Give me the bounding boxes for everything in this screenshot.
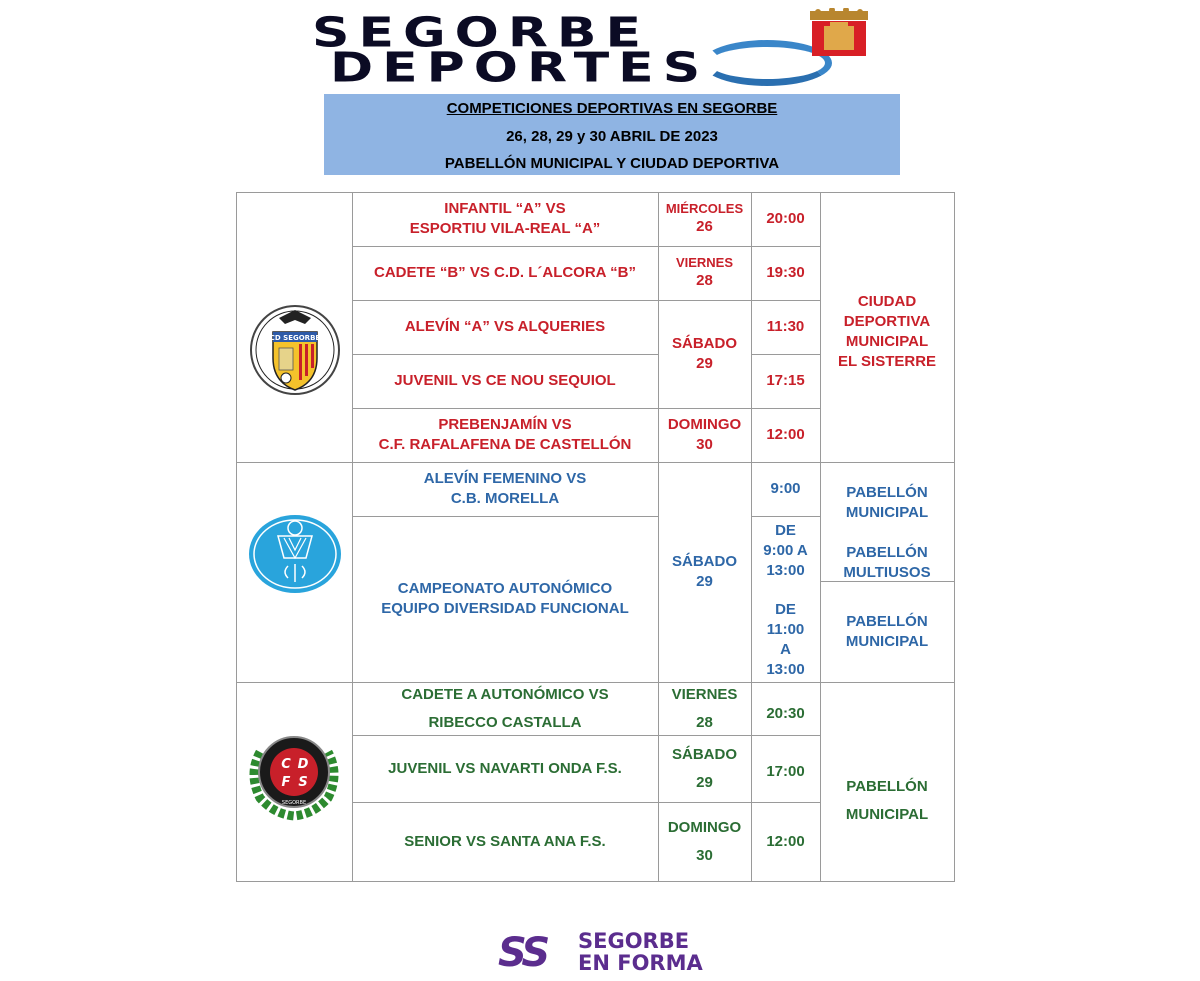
venue-pabellon-municipal: PABELLÓN MUNICIPAL	[845, 777, 929, 823]
day-number: 30	[696, 436, 713, 453]
time-range-2: DE 11:00 A 13:00	[766, 601, 805, 678]
day-label: MIÉRCOLES	[665, 201, 744, 216]
match-prebenjamin: PREBENJAMÍN VS C.F. RAFALAFENA DE CASTELLÓN	[378, 416, 632, 453]
day-label: VIERNES	[675, 255, 734, 270]
match-alevin-a: ALEVÍN “A” VS ALQUERIES	[404, 318, 606, 335]
match-cadete-a: CADETE A AUTONÓMICO VS RIBECCO CASTALLA	[401, 685, 609, 731]
match-juvenil-futsal: JUVENIL VS NAVARTI ONDA F.S.	[388, 759, 622, 777]
day-friday	[658, 246, 751, 300]
time-ranges	[751, 516, 820, 682]
cd-segorbe-badge-icon	[249, 304, 341, 396]
day-sunday: DOMINGO 30	[667, 818, 742, 864]
badge-letter-s: S	[298, 775, 308, 790]
segorbe-crest-icon	[806, 8, 872, 58]
badge-letter-f: F	[281, 775, 291, 790]
cd-fs-segorbe-badge-icon	[246, 722, 342, 822]
venue-ciudad-deportiva: CIUDAD DEPORTIVA MUNICIPAL EL SISTERRE	[837, 293, 937, 370]
day-number: 26	[696, 218, 713, 235]
match-infantil-a: INFANTIL “A” VS ESPORTIU VILA-REAL “A”	[409, 200, 601, 237]
brand-mark-icon: SS	[498, 930, 547, 976]
day-number: 28	[696, 272, 713, 289]
time-cell: 19:30	[766, 264, 805, 281]
day-label: DOMINGO	[667, 416, 742, 433]
badge-club-text: CD SEGORBE	[269, 334, 321, 342]
match-alevin-femenino: ALEVÍN FEMENINO VS C.B. MORELLA	[423, 470, 587, 507]
time-cell: 17:15	[766, 372, 805, 389]
badge-letter-d: D	[297, 757, 309, 772]
time-cell: 11:30	[766, 318, 805, 335]
logo-line-2: DEPORTES	[330, 45, 710, 92]
header-box	[324, 94, 900, 175]
logo-line-1: SEGORBE	[312, 10, 651, 57]
match-cadete-b: CADETE “B” VS C.D. L´ALCORA “B”	[374, 264, 636, 281]
header-dates: 26, 28, 29 y 30 ABRIL DE 2023	[506, 128, 718, 145]
day-wednesday	[658, 192, 751, 246]
time-cell: 12:00	[766, 426, 805, 443]
time-cell: 20:00	[766, 210, 805, 227]
brand-line-1: SEGORBE	[578, 929, 690, 953]
brand-line-2: EN FORMA	[578, 951, 703, 975]
segorbe-en-forma-logo	[498, 928, 758, 976]
time-cell: 9:00	[770, 480, 801, 497]
day-sunday	[658, 408, 751, 462]
time-range-1: DE 9:00 A 13:00	[763, 522, 808, 579]
badge-letter-c: C	[281, 757, 291, 772]
day-friday: VIERNES 28	[671, 685, 738, 731]
day-saturday: SÁBADO 29	[671, 745, 737, 791]
header-venues: PABELLÓN MUNICIPAL Y CIUDAD DEPORTIVA	[444, 155, 780, 172]
time-cell: 20:30	[766, 704, 805, 722]
basketball-club-badge-icon	[248, 514, 342, 594]
segorbe-deportes-logo	[312, 8, 882, 90]
time-cell: 12:00	[766, 832, 805, 850]
match-senior: SENIOR VS SANTA ANA F.S.	[404, 832, 606, 850]
match-juvenil: JUVENIL VS CE NOU SEQUIOL	[394, 372, 616, 389]
badge-bottom-text: SEGORBE	[281, 800, 307, 806]
header-title: COMPETICIONES DEPORTIVAS EN SEGORBE	[446, 100, 778, 117]
venue-pabellon-multiusos: PABELLÓN MUNICIPAL PABELLÓN MULTIUSOS	[843, 484, 931, 581]
match-campeonato-autonomico: CAMPEONATO AUTONÓMICO EQUIPO DIVERSIDAD FUNCIONAL	[381, 580, 629, 617]
day-saturday: SÁBADO 29	[671, 553, 737, 590]
day-saturday: SÁBADO 29	[671, 335, 737, 372]
time-cell: 17:00	[766, 762, 805, 780]
venue-pabellon-municipal: PABELLÓN MUNICIPAL	[845, 612, 929, 650]
